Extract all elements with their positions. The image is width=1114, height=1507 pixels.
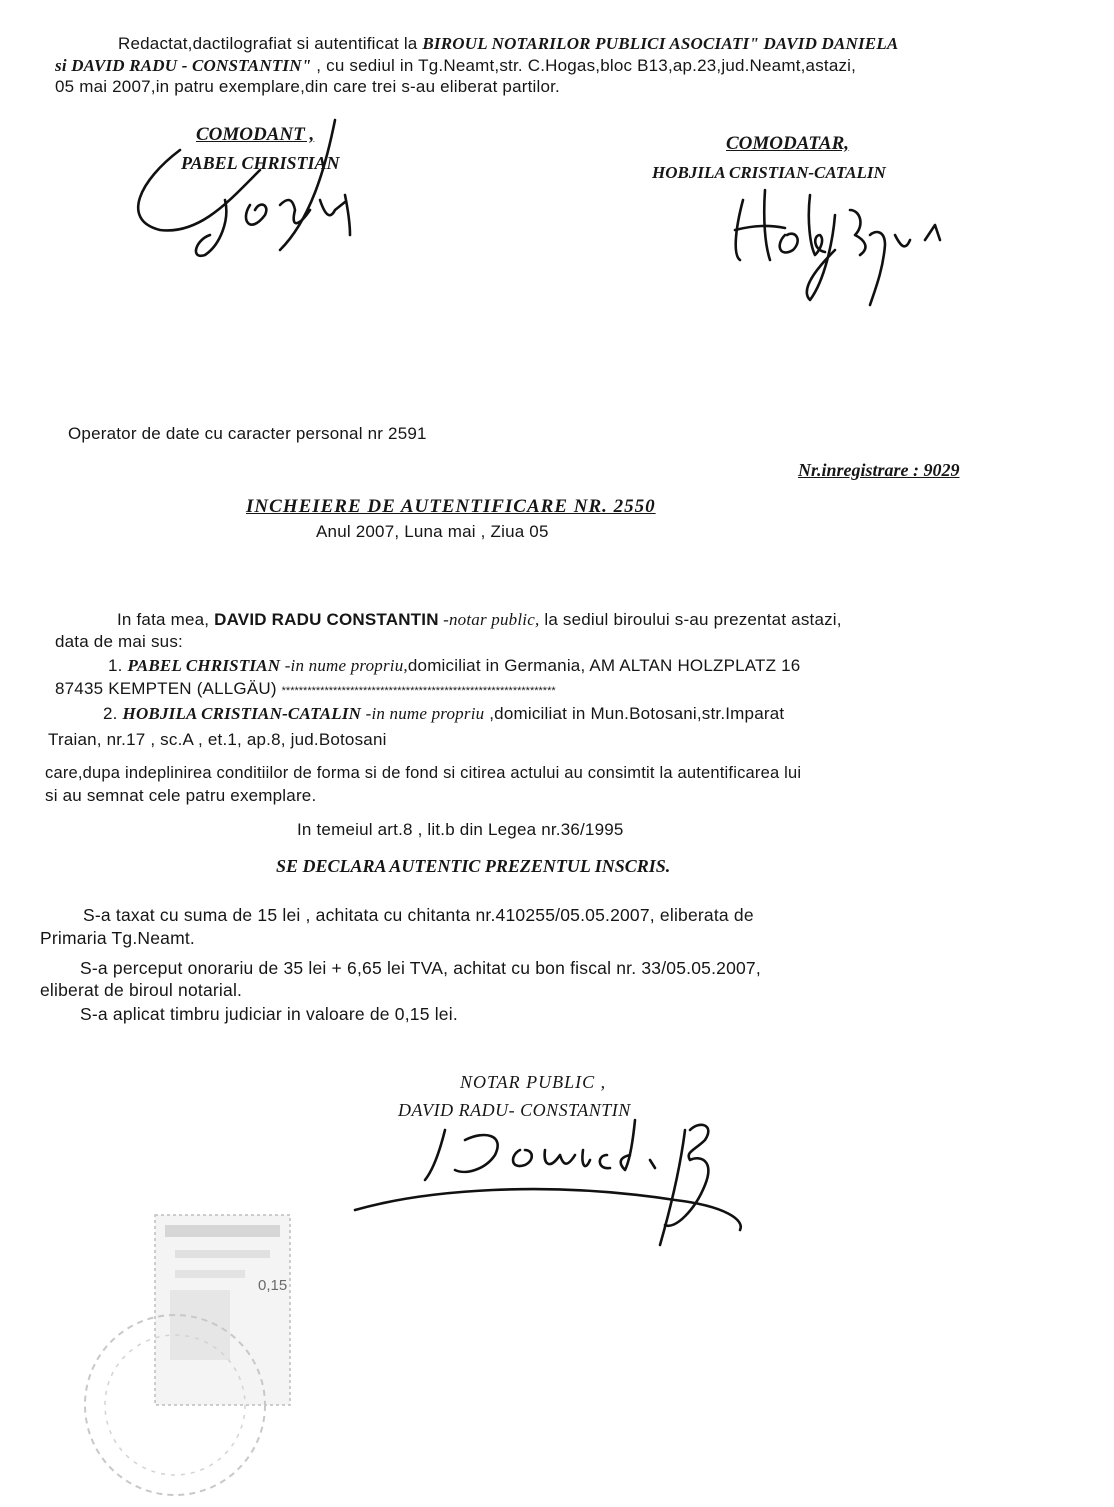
fee-line-1: S-a perceput onorariu de 35 lei + 6,65 lei TVA, achitat cu bon fiscal nr. 33/05.05.2007,: [80, 958, 761, 978]
conclusion-date: Anul 2007, Luna mai , Ziua 05: [316, 522, 549, 541]
left-signature: [120, 110, 380, 270]
right-signatory-role: COMODATAR,: [726, 133, 850, 154]
party-1-number: 1.: [108, 656, 128, 675]
conclusion-title: INCHEIERE DE AUTENTIFICARE NR. 2550: [246, 496, 656, 517]
notary-office-name: BIROUL NOTARILOR PUBLICI ASOCIATI" DAVID DANIELA: [422, 34, 899, 53]
party-2-address: ,domiciliat in Mun.Botosani,str.Imparat: [484, 704, 785, 723]
fee-line-2: eliberat de biroul notarial.: [40, 980, 243, 1000]
right-signature: [725, 180, 955, 320]
tax-line-2: Primaria Tg.Neamt.: [40, 928, 195, 948]
party-2-name: HOBJILA CRISTIAN-CATALIN: [122, 704, 362, 723]
header-prefix: Redactat,dactilografiat si autentificat la: [118, 34, 423, 53]
party-1-address-2: 87435 KEMPTEN (ALLGÄU): [55, 679, 277, 698]
intro-prefix: In fata mea,: [117, 610, 215, 629]
intro-suffix: la sediul biroului s-au prezentat astazi,: [539, 610, 842, 629]
party-1-address: domiciliat in Germania, AM ALTAN HOLZPLATZ 16: [407, 656, 801, 675]
party-2-role: -in nume propriu: [361, 704, 485, 723]
consent-line-1: care,dupa indeplinirea conditiilor de forma si de fond si citirea actului au consimtit la autentificarea lui: [45, 764, 802, 782]
notary-signature: [345, 1110, 765, 1270]
party-1-name: PABEL CHRISTIAN: [127, 656, 281, 675]
legal-basis: In temeiul art.8 , lit.b din Legea nr.36/1995: [297, 820, 624, 839]
operator-line: Operator de date cu caracter personal nr 2591: [68, 424, 427, 443]
left-signatory-role: COMODANT ,: [196, 124, 315, 145]
header-line-2: [55, 56, 856, 76]
party-2-line: [103, 704, 784, 724]
header-line-1: [118, 34, 898, 54]
right-signatory-name: HOBJILA CRISTIAN-CATALIN: [652, 163, 886, 182]
party-1-filler: ****************************************************************: [281, 685, 556, 697]
party-1-line: [108, 656, 800, 676]
notary-name-signature: DAVID RADU- CONSTANTIN: [398, 1100, 631, 1120]
intro-line: [117, 610, 842, 630]
left-signatory-name: PABEL CHRISTIAN: [181, 153, 340, 173]
notary-role: NOTAR PUBLIC ,: [460, 1072, 607, 1092]
party-2-line-2: Traian, nr.17 , sc.A , et.1, ap.8, jud.Botosani: [48, 730, 387, 749]
judicial-stamp: [65, 1210, 305, 1500]
notary-name: DAVID RADU CONSTANTIN: [214, 610, 439, 629]
registration-number: Nr.inregistrare : 9029: [798, 460, 960, 480]
notary-office-name-cont: si DAVID RADU - CONSTANTIN": [55, 56, 312, 75]
notary-title: -notar public,: [438, 610, 540, 629]
party-2-number: 2.: [103, 704, 123, 723]
authenticity-declaration: SE DECLARA AUTENTIC PREZENTUL INSCRIS.: [276, 856, 671, 876]
tax-line-1: S-a taxat cu suma de 15 lei , achitata cu chitanta nr.410255/05.05.2007, eliberata de: [83, 905, 754, 925]
party-1-line-2: [55, 679, 556, 699]
stamp-value: 0,15: [258, 1277, 288, 1294]
header-line-3: 05 mai 2007,in patru exemplare,din care trei s-au eliberat partilor.: [55, 77, 560, 96]
consent-line-2: si au semnat cele patru exemplare.: [45, 786, 317, 805]
judicial-stamp-line: S-a aplicat timbru judiciar in valoare de 0,15 lei.: [80, 1004, 458, 1024]
party-1-role: -in nume propriu,: [280, 656, 408, 675]
intro-line-2: data de mai sus:: [55, 632, 183, 651]
header-address: , cu sediul in Tg.Neamt,str. C.Hogas,bloc B13,ap.23,jud.Neamt,astazi,: [311, 56, 857, 75]
